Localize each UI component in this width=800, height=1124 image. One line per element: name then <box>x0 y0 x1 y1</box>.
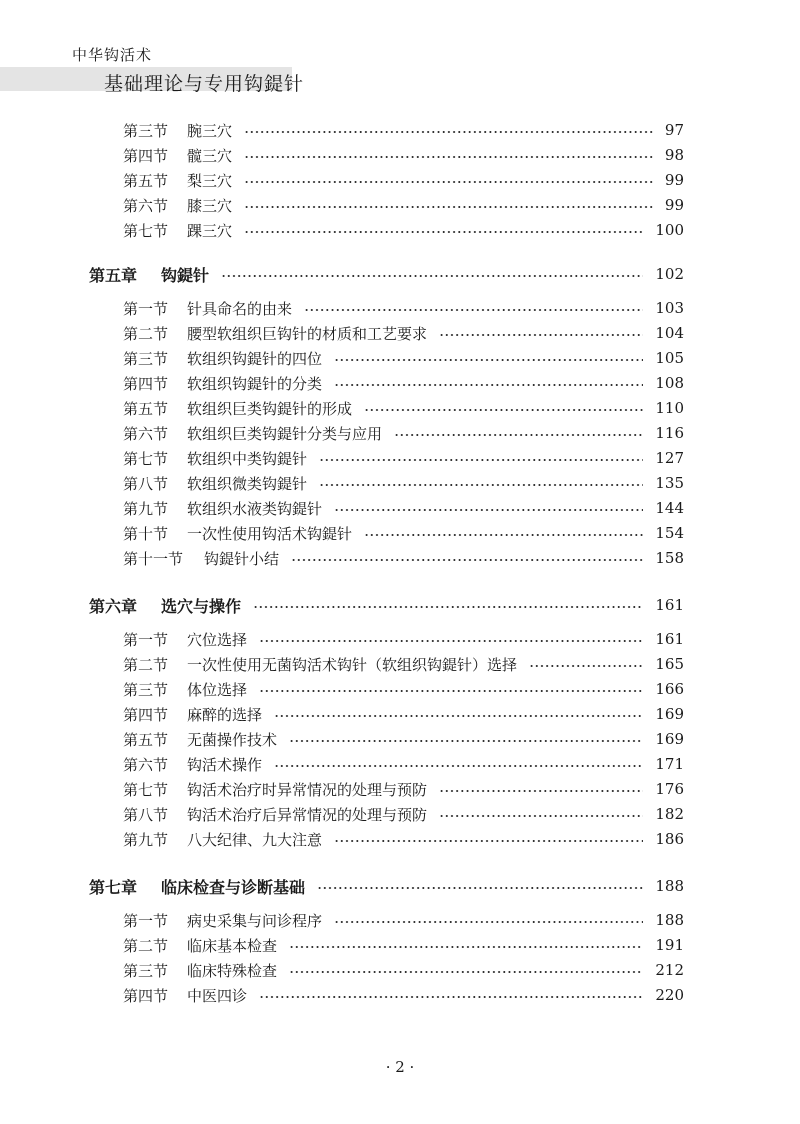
entry-number: 第六节 <box>123 424 169 443</box>
toc-section-entry <box>0 778 800 800</box>
leader-dots <box>221 275 643 277</box>
entry-page-number: 158 <box>655 549 684 567</box>
entry-page-number: 176 <box>655 780 684 798</box>
leader-dots <box>244 206 653 208</box>
entry-page-number: 105 <box>655 349 684 367</box>
entry-title: 腰型软组织巨钩针的材质和工艺要求 <box>187 324 428 343</box>
toc-section-entry <box>0 322 800 344</box>
entry-number: 第三节 <box>123 121 169 140</box>
leader-dots <box>289 740 643 742</box>
book-title: 基础理论与专用钩鍉针 <box>104 73 305 95</box>
leader-dots <box>304 309 643 311</box>
entry-number: 第三节 <box>123 680 169 699</box>
entry-page-number: 102 <box>655 265 684 283</box>
leader-dots <box>244 231 643 233</box>
entry-number: 第五节 <box>123 730 169 749</box>
entry-title: 膝三穴 <box>187 196 233 215</box>
toc-section-entry <box>0 497 800 519</box>
entry-page-number: 169 <box>655 705 684 723</box>
entry-number: 第一节 <box>123 630 169 649</box>
entry-number: 第三节 <box>123 961 169 980</box>
running-header <box>0 0 800 100</box>
entry-number: 第四节 <box>123 374 169 393</box>
entry-title: 软组织巨类钩鍉针分类与应用 <box>187 424 383 443</box>
entry-title: 腕三穴 <box>187 121 233 140</box>
entry-page-number: 144 <box>655 499 684 517</box>
entry-title: 软组织中类钩鍉针 <box>187 449 308 468</box>
toc-section-entry <box>0 728 800 750</box>
leader-dots <box>253 606 643 608</box>
entry-title: 八大纪律、九大注意 <box>187 830 323 849</box>
leader-dots <box>274 715 643 717</box>
toc-section-entry <box>0 194 800 216</box>
toc-section-entry <box>0 119 800 141</box>
toc-section-entry <box>0 959 800 981</box>
entry-title: 踝三穴 <box>187 221 233 240</box>
entry-number: 第二节 <box>123 936 169 955</box>
entry-title: 麻醉的选择 <box>187 705 263 724</box>
leader-dots <box>244 131 653 133</box>
page-number: · 2 · <box>385 1058 415 1076</box>
entry-title: 软组织水液类钩鍉针 <box>187 499 323 518</box>
series-title: 中华钩活术 <box>72 46 153 64</box>
entry-page-number: 191 <box>655 936 684 954</box>
entry-title: 临床基本检查 <box>187 936 278 955</box>
leader-dots <box>291 559 643 561</box>
toc-section-entry <box>0 397 800 419</box>
entry-number: 第四节 <box>123 146 169 165</box>
entry-number: 第十一节 <box>123 549 184 568</box>
leader-dots <box>334 384 643 386</box>
toc-section-entry <box>0 753 800 775</box>
toc-section-entry <box>0 909 800 931</box>
entry-page-number: 182 <box>655 805 684 823</box>
entry-title: 选穴与操作 <box>161 596 242 616</box>
entry-page-number: 135 <box>655 474 684 492</box>
entry-page-number: 103 <box>655 299 684 317</box>
leader-dots <box>439 790 643 792</box>
entry-title: 穴位选择 <box>187 630 248 649</box>
toc-section-entry <box>0 447 800 469</box>
toc-chapter-entry <box>0 263 800 285</box>
entry-number: 第四节 <box>123 705 169 724</box>
leader-dots <box>319 459 643 461</box>
leader-dots <box>319 484 643 486</box>
entry-title: 软组织巨类钩鍉针的形成 <box>187 399 353 418</box>
leader-dots <box>364 534 643 536</box>
entry-number: 第六节 <box>123 755 169 774</box>
leader-dots <box>334 509 643 511</box>
toc-section-entry <box>0 522 800 544</box>
toc-section-entry <box>0 828 800 850</box>
leader-dots <box>364 409 643 411</box>
entry-number: 第七章 <box>89 877 138 897</box>
toc-section-entry <box>0 169 800 191</box>
entry-page-number: 220 <box>655 986 684 1004</box>
entry-number: 第四节 <box>123 986 169 1005</box>
entry-page-number: 99 <box>664 196 684 214</box>
leader-dots <box>334 921 643 923</box>
entry-number: 第五节 <box>123 399 169 418</box>
entry-title: 软组织钩鍉针的分类 <box>187 374 323 393</box>
entry-page-number: 98 <box>664 146 684 164</box>
entry-number: 第九节 <box>123 499 169 518</box>
toc-section-entry <box>0 219 800 241</box>
entry-page-number: 212 <box>655 961 684 979</box>
entry-page-number: 127 <box>655 449 684 467</box>
toc-section-entry <box>0 628 800 650</box>
toc-section-entry <box>0 144 800 166</box>
leader-dots <box>259 996 643 998</box>
entry-title: 髋三穴 <box>187 146 233 165</box>
entry-page-number: 154 <box>655 524 684 542</box>
leader-dots <box>439 334 643 336</box>
entry-title: 钩活术治疗时异常情况的处理与预防 <box>187 780 428 799</box>
entry-number: 第七节 <box>123 780 169 799</box>
entry-title: 临床检查与诊断基础 <box>161 877 306 897</box>
toc-section-entry <box>0 934 800 956</box>
entry-title: 钩活术操作 <box>187 755 263 774</box>
toc-section-entry <box>0 703 800 725</box>
entry-title: 梨三穴 <box>187 171 233 190</box>
entry-title: 钩鍉针 <box>161 265 210 285</box>
leader-dots <box>394 434 643 436</box>
entry-number: 第九节 <box>123 830 169 849</box>
entry-number: 第七节 <box>123 449 169 468</box>
toc-section-entry <box>0 678 800 700</box>
leader-dots <box>334 840 643 842</box>
entry-title: 临床特殊检查 <box>187 961 278 980</box>
leader-dots <box>244 156 653 158</box>
entry-number: 第二节 <box>123 324 169 343</box>
entry-page-number: 161 <box>655 596 684 614</box>
toc-chapter-entry <box>0 594 800 616</box>
entry-title: 软组织微类钩鍉针 <box>187 474 308 493</box>
entry-page-number: 171 <box>655 755 684 773</box>
entry-number: 第二节 <box>123 655 169 674</box>
entry-page-number: 161 <box>655 630 684 648</box>
entry-number: 第八节 <box>123 805 169 824</box>
entry-title: 软组织钩鍉针的四位 <box>187 349 323 368</box>
entry-title: 病史采集与问诊程序 <box>187 911 323 930</box>
leader-dots <box>274 765 643 767</box>
leader-dots <box>259 690 643 692</box>
toc-section-entry <box>0 984 800 1006</box>
leader-dots <box>259 640 643 642</box>
toc-section-entry <box>0 803 800 825</box>
entry-title: 钩鍉针小结 <box>204 549 280 568</box>
entry-number: 第六章 <box>89 596 138 616</box>
entry-title: 中医四诊 <box>187 986 248 1005</box>
entry-title: 无菌操作技术 <box>187 730 278 749</box>
entry-number: 第三节 <box>123 349 169 368</box>
entry-page-number: 108 <box>655 374 684 392</box>
leader-dots <box>289 971 643 973</box>
entry-page-number: 188 <box>655 877 684 895</box>
entry-title: 体位选择 <box>187 680 248 699</box>
entry-title: 钩活术治疗后异常情况的处理与预防 <box>187 805 428 824</box>
entry-page-number: 166 <box>655 680 684 698</box>
toc-section-entry <box>0 347 800 369</box>
leader-dots <box>289 946 643 948</box>
toc-chapter-entry <box>0 875 800 897</box>
toc-section-entry <box>0 472 800 494</box>
leader-dots <box>244 181 653 183</box>
entry-page-number: 100 <box>655 221 684 239</box>
toc-section-entry <box>0 653 800 675</box>
entry-page-number: 169 <box>655 730 684 748</box>
entry-number: 第五节 <box>123 171 169 190</box>
entry-number: 第十节 <box>123 524 169 543</box>
entry-page-number: 97 <box>664 121 684 139</box>
entry-title: 一次性使用无菌钩活术钩针（软组织钩鍉针）选择 <box>187 655 518 674</box>
toc-section-entry <box>0 297 800 319</box>
entry-number: 第五章 <box>89 265 138 285</box>
leader-dots <box>439 815 643 817</box>
entry-page-number: 186 <box>655 830 684 848</box>
leader-dots <box>317 887 643 889</box>
leader-dots <box>529 665 643 667</box>
entry-title: 针具命名的由来 <box>187 299 293 318</box>
entry-number: 第一节 <box>123 299 169 318</box>
entry-page-number: 110 <box>655 399 684 417</box>
toc-section-entry <box>0 547 800 569</box>
entry-page-number: 99 <box>664 171 684 189</box>
toc-section-entry <box>0 372 800 394</box>
toc-section-entry <box>0 422 800 444</box>
entry-title: 一次性使用钩活术钩鍉针 <box>187 524 353 543</box>
entry-number: 第一节 <box>123 911 169 930</box>
entry-number: 第八节 <box>123 474 169 493</box>
entry-number: 第六节 <box>123 196 169 215</box>
entry-page-number: 116 <box>655 424 684 442</box>
entry-page-number: 104 <box>655 324 684 342</box>
entry-number: 第七节 <box>123 221 169 240</box>
entry-page-number: 165 <box>655 655 684 673</box>
leader-dots <box>334 359 643 361</box>
entry-page-number: 188 <box>655 911 684 929</box>
